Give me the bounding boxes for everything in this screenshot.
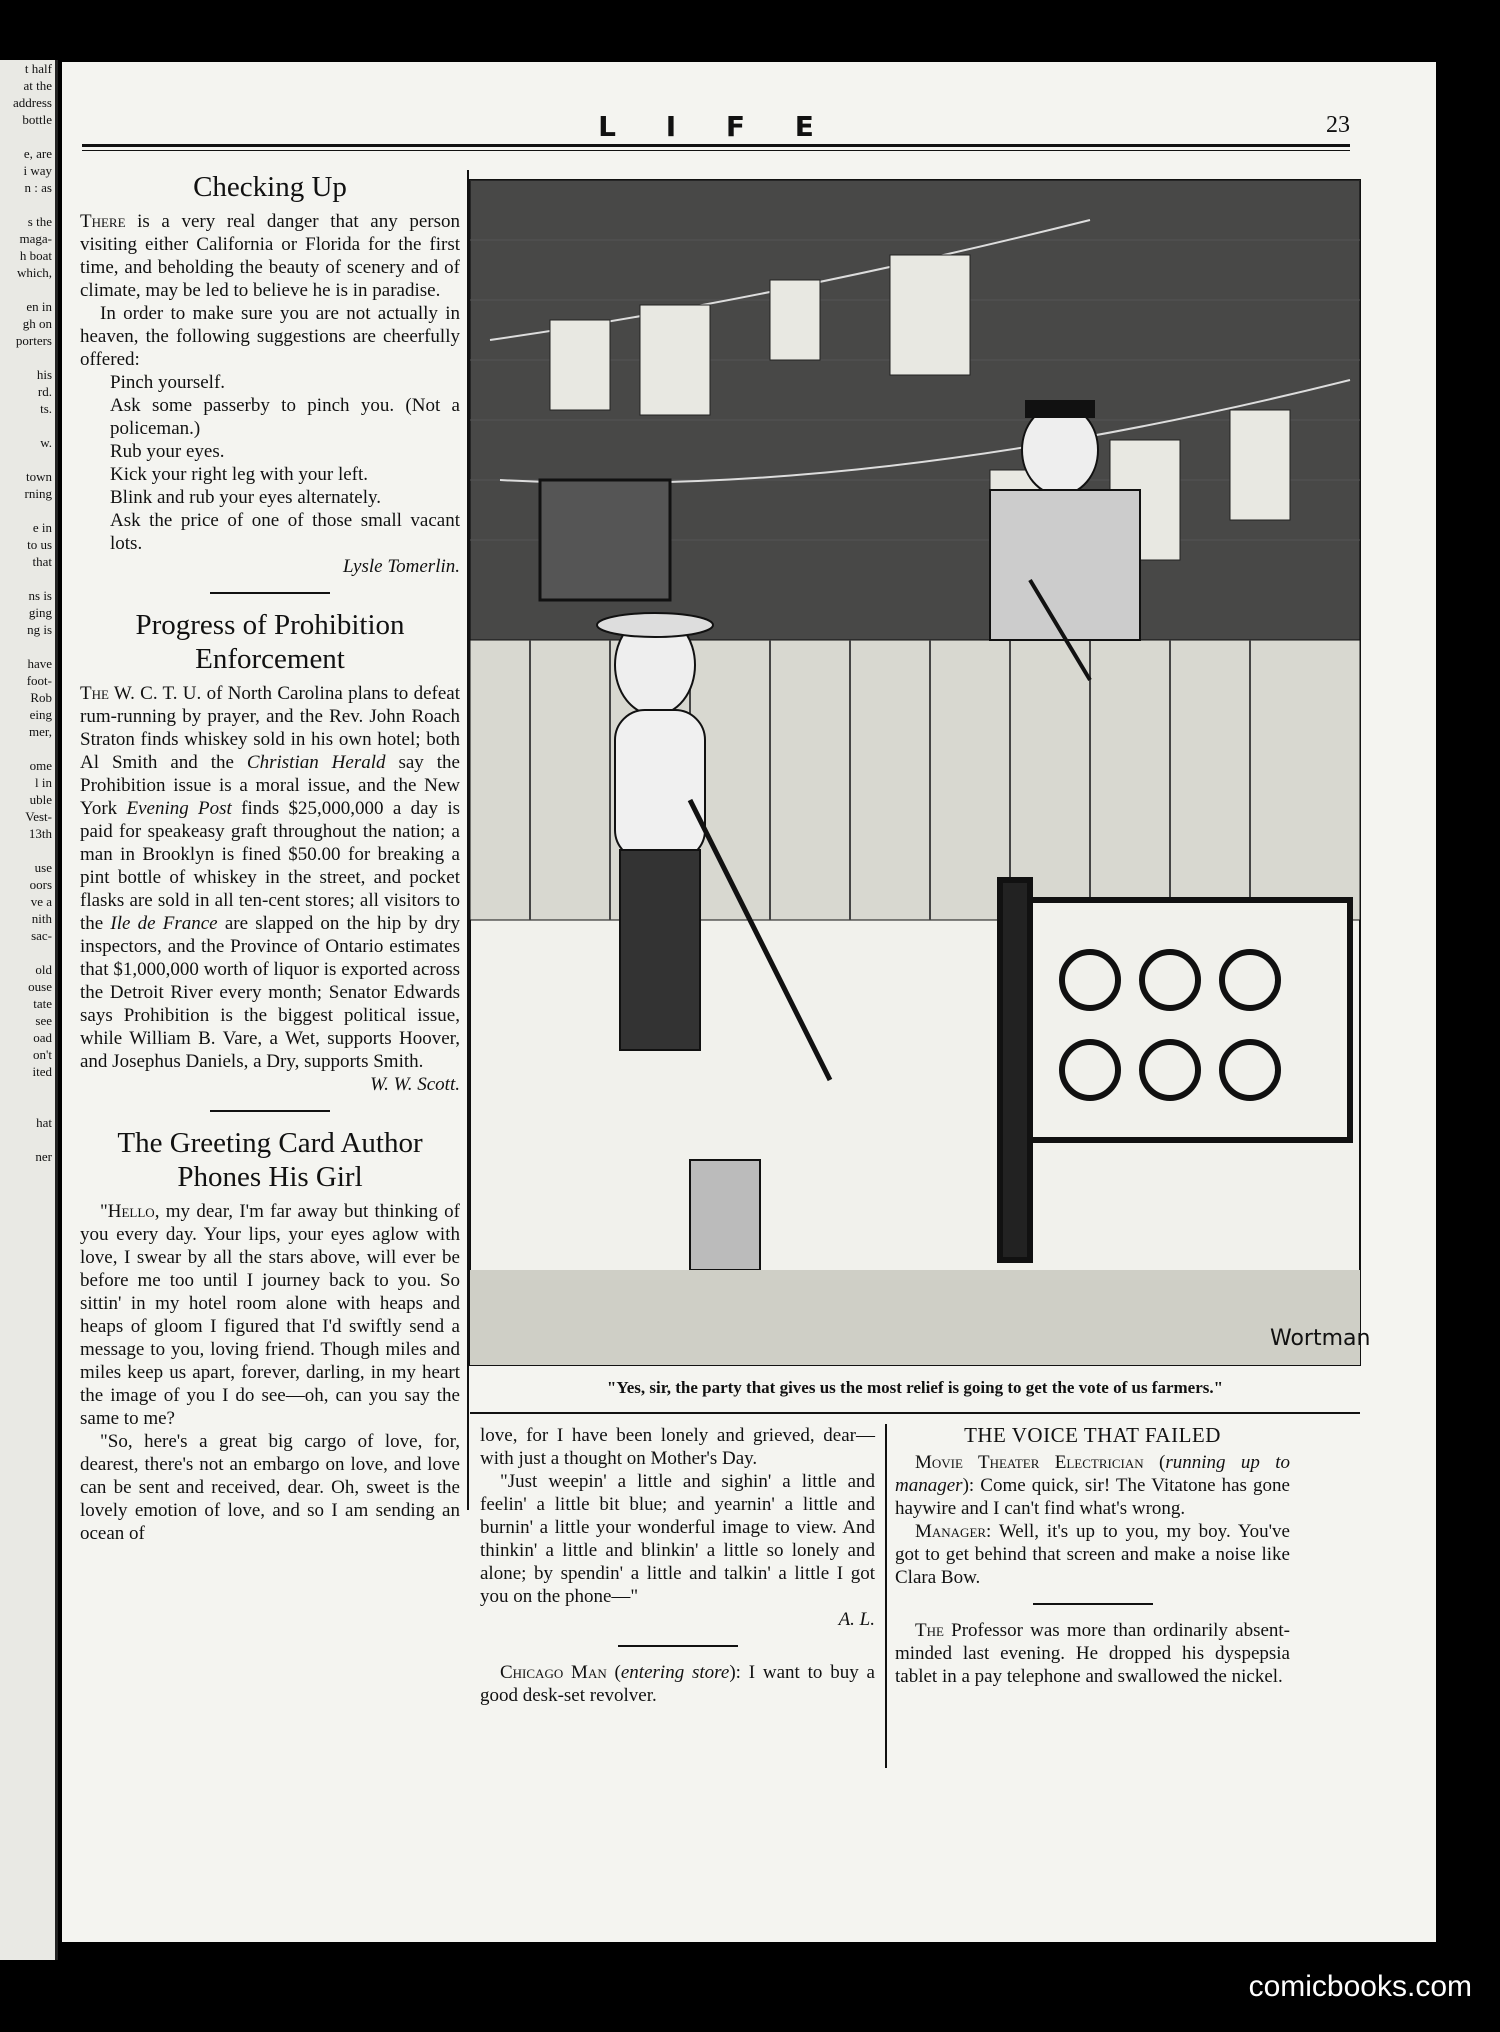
middle-column [480,1424,875,1707]
text-run: finds $25,000,000 a day is paid for speakeasy graft throughout the nation; a man in Brooklyn is fined $50.00 for breaking a pint bottle of whiskey in the street, and pocket flasks are sold in all ten-cent stores; all visitors to the [80,798,461,934]
strip-line [0,570,55,587]
strip-line: uble [29,792,52,807]
magazine-title: L I F E [598,110,834,143]
separator [618,1645,738,1647]
page-header [82,110,1350,143]
strip-line: Vest- [25,809,52,824]
strip-line [0,128,55,145]
strip-line: sac- [31,928,52,943]
lead-word: "Hello, [100,1201,160,1222]
section-rule [470,1412,1360,1414]
strip-line [0,1097,55,1114]
article-title: Checking Up [193,171,347,203]
site-watermark: comicbooks.com [1248,1970,1472,2003]
lead-word: The [915,1620,944,1641]
strip-line [0,451,55,468]
strip-line: ner [35,1149,52,1164]
italic-run: Christian Herald [246,752,386,773]
strip-line: foot- [26,673,52,688]
joke-professor [895,1619,1290,1688]
suggestion-item: Ask the price of one of those small vacant lots. [110,510,460,554]
article-paragraph: "So, here's a great big cargo of love, for, dearest, there's not an embargo on love, and love can be sent and received, dear. Oh, sweet is the lovely emotion of love, and so I am sending an ocean of [80,1431,460,1544]
speaker: Manager: [915,1521,992,1542]
separator [210,1110,330,1112]
strip-line: en in [26,299,52,314]
article-paragraph: In order to make sure you are not actually in heaven, the following suggestions are cheerfully offered: [80,303,460,370]
strip-line: rning [24,486,52,501]
speaker: Movie Theater Electrician [915,1452,1144,1473]
italic-run: Evening Post [126,798,232,819]
strip-line [0,1080,55,1097]
lead-word: The [80,683,109,704]
text-run: say the Prohibition issue is a moral issue, and the New York [80,752,460,819]
strip-line: ited [32,1064,52,1079]
stage-direction: entering store [620,1662,730,1683]
strip-line [0,638,55,655]
joke-line: Professor was more than ordinarily absent-minded last evening. He dropped his dyspepsia tablet in a pay telephone and swallowed the nickel. [895,1620,1290,1687]
suggestion-item: Blink and rub your eyes alternately. [110,487,382,508]
cartoon-illustration [470,180,1371,1365]
strip-line [0,740,55,757]
column-divider [467,170,469,1510]
right-column: THE VOICE THAT FAILED Movie Theater Electrician (running up to manager): Come quick, sir! The Vitatone has gone haywire and I can't find what's wrong. Manager: Well, it's up to you, my boy. You've got to get behind that screen and make a noise like Clara Bow. The Professor was more than ordinarily absent-minded last evening. He dropped his dyspepsia tablet in a pay telephone and swallowed the nickel. [895,1423,1290,1687]
strip-line: his [36,367,52,382]
article-author: W. W. Scott. [370,1074,460,1095]
strip-line: e, are [23,146,52,161]
suggestion-item: Pinch yourself. [110,372,226,393]
article-title: The Greeting Card Author Phones His Girl [117,1127,423,1193]
lead-word: There [80,211,126,232]
strip-line: ts. [40,401,52,416]
strip-line [0,842,55,859]
strip-line: ome [29,758,52,773]
suggestion-item: Kick your right leg with your left. [110,464,369,485]
page-number: 23 [1326,112,1350,138]
strip-line: ve a [30,894,52,909]
joke-line: I want to buy a good desk-set revolver. [480,1662,875,1706]
strip-line: old [35,962,52,977]
watering-can [690,1160,760,1270]
article-greeting-card [80,1126,460,1545]
strip-line: oors [29,877,52,892]
separator [210,592,330,594]
strip-line: tate [33,996,52,1011]
strip-line [0,944,55,961]
strip-line: at the [23,78,52,93]
cartoon-signature: Wortman [1270,1326,1371,1351]
window [540,480,670,600]
strip-line: bottle [22,112,52,127]
strip-line: h boat [19,248,52,263]
strip-line: see [35,1013,52,1028]
cartoon-caption: "Yes, sir, the party that gives us the most relief is going to get the vote of us farmers." [606,1378,1224,1397]
strip-line: maga- [19,231,52,246]
speaker: Chicago Man [500,1662,607,1683]
strip-line: 13th [28,826,52,841]
magazine-page [62,62,1436,1942]
strip-line [0,502,55,519]
article-title: Progress of Prohibition Enforcement [135,609,405,675]
article-prohibition [80,608,460,1096]
text-run: are slapped on the hip by dry inspectors, and the Province of Ontario estimates that $1,000,000 worth of liquor is exported across the Detroit River every month; Senator Edwards says Prohibition is the biggest political issue, while William B. Vare, a Wet, supports Hoover, and Josephus Daniels, a Dry, supports Smith. [80,913,460,1072]
strip-line: gh on [22,316,52,331]
strip-line: use [34,860,52,875]
strip-line: to us [27,537,52,552]
left-column [80,170,460,1545]
article-paragraph: love, for I have been lonely and grieved, dear—with just a thought on Mother's Day. [480,1425,875,1469]
ground [470,1270,1360,1365]
strip-line: e in [32,520,52,535]
strip-line: town [26,469,52,484]
strip-line: s the [27,214,52,229]
article-checking-up [80,170,460,578]
article-paragraph: my dear, I'm far away but thinking of you every day. Your lips, your eyes aglow with love, I swear by all the stars above, will ever be before me too until I journey back to you. So sittin' in my hotel room alone with heaps and heaps of gloom I figured that I'd swiftly send a message to you, loving friend. Though miles and miles keep us apart, forever, darling, in my heart the image of you I do see—oh, can you say the same to me? [80,1201,460,1429]
strip-line: ouse [28,979,52,994]
strip-line: w. [40,435,52,450]
stage-direction: running up to manager [895,1452,1290,1496]
joke-chicago-man: Chicago Man (entering store): I want to buy a good desk-set revolver. [480,1662,875,1706]
strip-line: l in [35,775,52,790]
strip-line: ng is [27,622,52,637]
article-title: THE VOICE THAT FAILED [964,1423,1221,1447]
strip-line: oad [33,1030,52,1045]
strip-line: ns is [28,588,52,603]
article-paragraph [80,682,460,1073]
strip-line: eing [29,707,52,722]
strip-line: t half [24,61,52,76]
dialogue-line: Come quick, sir! The Vitatone has gone haywire and I can't find what's wrong. [895,1475,1290,1519]
strip-line: hat [36,1115,52,1130]
strip-line [0,1131,55,1148]
strip-line: on't [33,1047,52,1062]
dialogue-line: Well, it's up to you, my boy. You've got to get behind that screen and make a noise like Clara Bow. [895,1521,1290,1588]
article-paragraph: "Just weepin' a little and sighin' a little and feelin' a little bit blue; and yearnin' a little and burnin' a little your wonderful image to view. And thinkin' a little and blinkin' a little so lonely and alone; by spendin' a little and talkin' a little I got you on the phone—" [480,1471,875,1607]
strip-line: Rob [30,690,52,705]
article-author: Lysle Tomerlin. [343,556,460,577]
strip-line: n : as [24,180,52,195]
strip-line: i way [23,163,52,178]
separator [1033,1603,1153,1605]
strip-line: have [27,656,52,671]
adjacent-page-strip [0,60,58,1960]
article-paragraph: is a very real danger that any person visiting either California or Florida for the first time, and beholding the beauty of scenery and of climate, may be led to believe he is in paradise. [80,211,460,301]
suggestion-item: Rub your eyes. [110,441,225,462]
strip-line [0,417,55,434]
strip-line [0,196,55,213]
header-rule [82,144,1350,151]
strip-line: porters [15,333,52,348]
strip-line: that [32,554,52,569]
italic-run: Ile de France [110,913,218,934]
strip-line: rd. [37,384,52,399]
strip-line [0,281,55,298]
strip-line: address [13,95,52,110]
strip-line: nith [31,911,52,926]
article-author: A. L. [838,1609,875,1630]
suggestion-item: Ask some passerby to pinch you. (Not a policeman.) [110,395,460,439]
wooden-fence [470,640,1360,920]
strip-line: ging [28,605,52,620]
text-run: W. C. T. U. of North Carolina plans to defeat rum-running by prayer, and the Rev. John Roach Straton finds whiskey sold in his own hotel; both Al Smith and the [80,683,460,773]
column-divider [885,1424,887,1768]
strip-line: mer, [29,724,52,739]
strip-line [0,349,55,366]
strip-line: which, [16,265,52,280]
